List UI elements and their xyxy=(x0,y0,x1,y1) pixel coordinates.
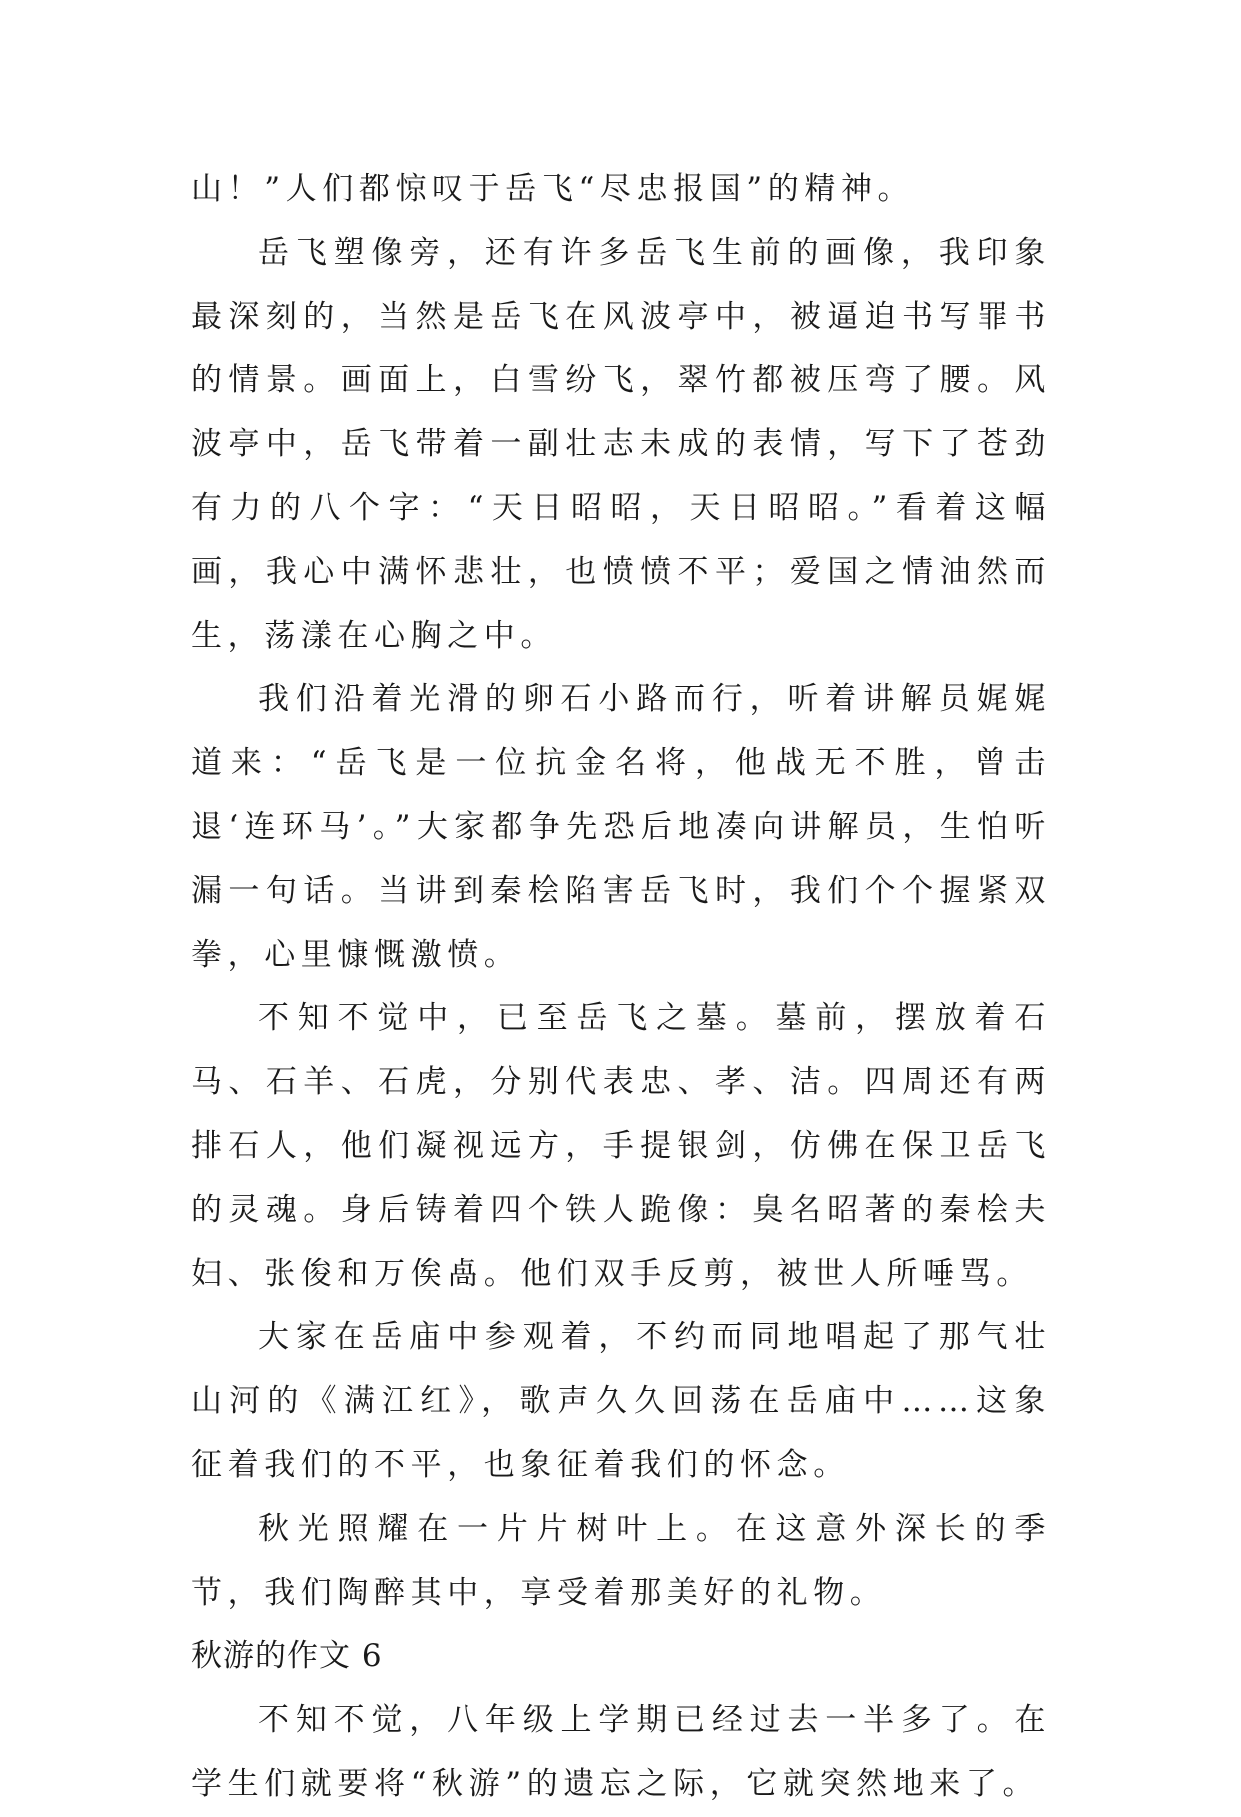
paragraph-guide-explanation: 我们沿着光滑的卵石小路而行，听着讲解员娓娓道来：“岳飞是一位抗金名将，他战无不胜，曾击退‘连环马’。”大家都争先恐后地凑向讲解员，生怕听漏一句话。当讲到秦桧陷害岳飞时，我们个个握紧双拳，心里慷慨激愤。 xyxy=(191,681,1051,973)
paragraph-continuation: 山！”人们都惊叹于岳飞“尽忠报国”的精神。 xyxy=(191,171,915,207)
paragraph-tomb: 不知不觉中，已至岳飞之墓。墓前，摆放着石马、石羊、石虎，分别代表忠、孝、洁。四周还有两排石人，他们凝视远方，手提银剑，仿佛在保卫岳飞的灵魂。身后铸着四个铁人跪像：臭名昭著的秦桧夫妇、张俊和万俟卨。他们双手反剪，被世人所唾骂。 xyxy=(191,1000,1051,1292)
essay-heading: 秋游的作文 6 xyxy=(191,1638,383,1675)
document-body xyxy=(191,158,1051,1817)
paragraph-essay6-intro: 不知不觉，八年级上学期已经过去一半多了。在学生们就要将“秋游”的遗忘之际，它就突然地来了。 xyxy=(191,1702,1051,1802)
paragraph-yuefei-portrait: 岳飞塑像旁，还有许多岳飞生前的画像，我印象最深刻的，当然是岳飞在风波亭中，被逼迫书写罪书的情景。画面上，白雪纷飞，翠竹都被压弯了腰。风波亭中，岳飞带着一副壮志未成的表情，写下了苍劲有力的八个字：“天日昭昭，天日昭昭。”看着这幅画，我心中满怀悲壮，也愤愤不平；爱国之情油然而生，荡漾在心胸之中。 xyxy=(191,234,1051,654)
paragraph-autumn-light: 秋光照耀在一片片树叶上。在这意外深长的季节，我们陶醉其中，享受着那美好的礼物。 xyxy=(191,1510,1051,1611)
paragraph-song: 大家在岳庙中参观着，不约而同地唱起了那气壮山河的《满江红》，歌声久久回荡在岳庙中……这象征着我们的不平，也象征着我们的怀念。 xyxy=(191,1319,1051,1483)
